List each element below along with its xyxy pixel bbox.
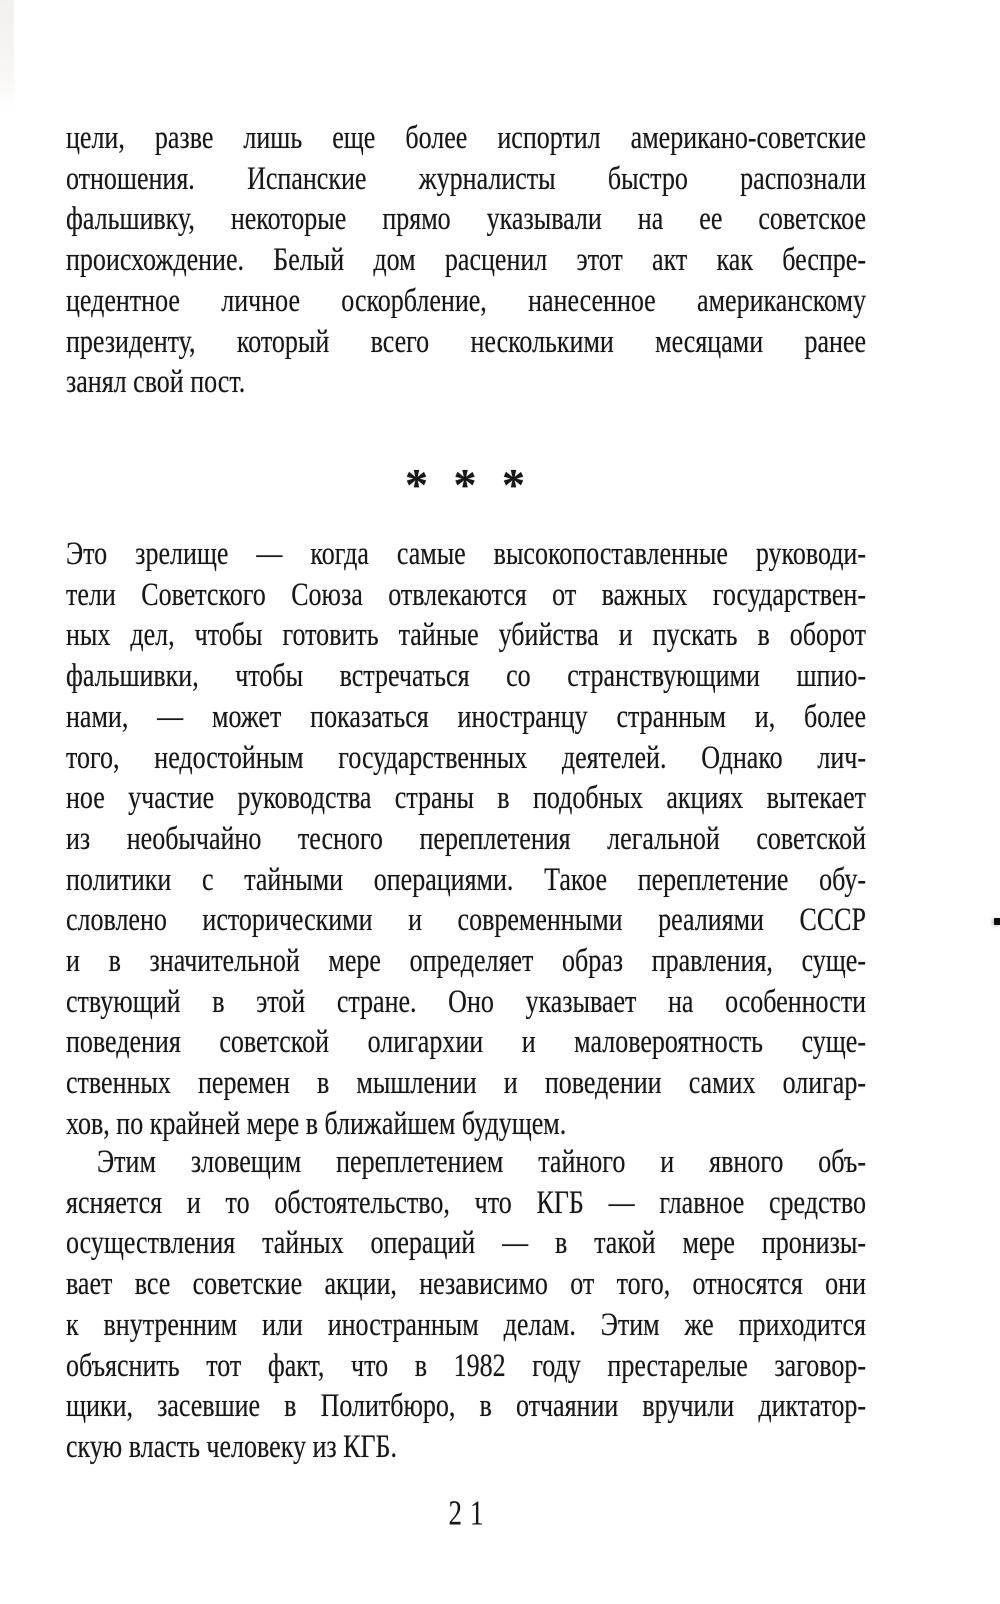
text-line: объяснить тот факт, что в 1982 году престарелые заговор- — [66, 1346, 866, 1384]
text-line: ное участие руководства страны в подобных акциях вытекает — [66, 778, 866, 817]
text-line: фальшивки, чтобы встречаться со странствующими шпио- — [66, 656, 866, 694]
text-line: поведения советской олигархии и маловероятность суще- — [66, 1023, 866, 1061]
text-line: хов, по крайней мере в ближайшем будущем. — [66, 1104, 567, 1142]
text-line: Этим зловещим переплетением тайного и явного объ- — [97, 1142, 866, 1180]
text-line: к внутренним или иностранным делам. Этим же приходится — [66, 1305, 866, 1343]
text-line: осуществления тайных операций — в такой мере пронизы- — [66, 1224, 866, 1262]
text-line: фальшивку, некоторые прямо указывали на ее советское — [66, 200, 866, 238]
text-line: того, недостойным государственных деятелей. Однако лич- — [66, 738, 866, 776]
paragraph-main — [66, 534, 866, 1145]
text-line: ствующий в этой стране. Оно указывает на особенности — [66, 982, 866, 1020]
text-line: цели, разве лишь еще более испортил американо-советские — [66, 118, 866, 156]
text-line: тели Советского Союза отвлекаются от важных государствен- — [66, 575, 866, 613]
page-number: 21 — [448, 1493, 492, 1533]
text-line: нами, — может показаться иностранцу странным и, более — [66, 697, 866, 735]
text-line: вает все советские акции, независимо от того, относятся они — [66, 1264, 866, 1302]
section-break-asterisks: * * * — [405, 459, 527, 510]
text-line: ственных перемен в мышлении и поведении самих олигар- — [66, 1063, 866, 1101]
text-line: цедентное личное оскорбление, нанесенное американскому — [66, 281, 866, 319]
scan-speck-artifact — [994, 918, 1000, 925]
text-line: президенту, который всего несколькими месяцами ранее — [66, 322, 866, 360]
paragraph-indented — [66, 1142, 866, 1468]
text-line: ных дел, чтобы готовить тайные убийства и пускать в оборот — [66, 616, 866, 654]
scan-edge-artifact — [0, 0, 14, 112]
paragraph-continuation — [66, 118, 866, 403]
text-line: словлено историческими и современными реалиями СССР — [66, 901, 866, 939]
text-line: ясняется и то обстоятельство, что КГБ — главное средство — [66, 1183, 866, 1221]
text-line: скую власть человеку из КГБ. — [66, 1427, 397, 1465]
text-line: политики с тайными операциями. Такое переплетение обу- — [66, 860, 866, 898]
text-line: щики, засевшие в Политбюро, в отчаянии вручили диктатор- — [66, 1386, 866, 1425]
text-line: занял свой пост. — [66, 362, 246, 401]
text-line: Это зрелище — когда самые высокопоставленные руководи- — [66, 534, 866, 572]
text-line: и в значительной мере определяет образ правления, суще- — [66, 941, 866, 979]
text-line: из необычайно тесного переплетения легальной советской — [66, 819, 866, 857]
text-line: отношения. Испанские журналисты быстро распознали — [66, 159, 866, 197]
text-line: происхождение. Белый дом расценил этот акт как беспре- — [66, 240, 866, 278]
